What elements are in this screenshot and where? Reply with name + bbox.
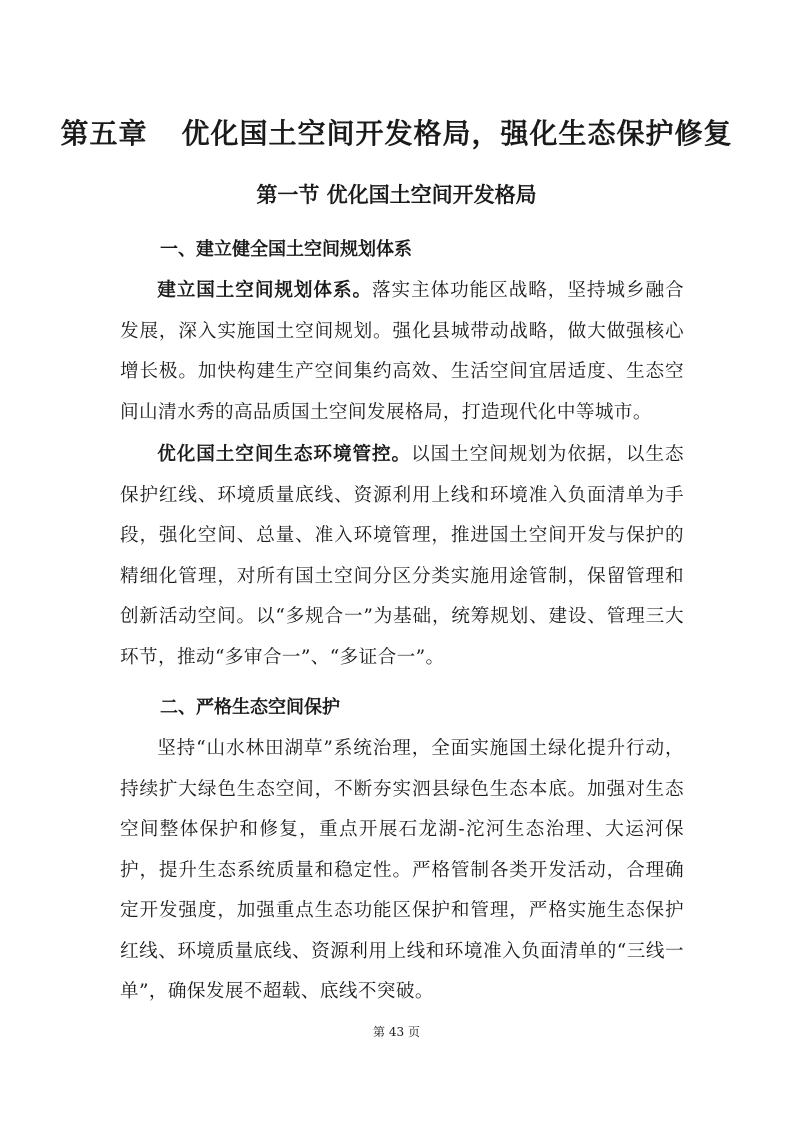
subsection-heading-2: 二、严格生态空间保护: [160, 697, 340, 718]
page-number: 第 43 页: [373, 1025, 420, 1039]
paragraph-planning-system: [120, 271, 684, 433]
chapter-name: 优化国土空间开发格局，强化生态保护修复: [181, 117, 733, 150]
paragraph-ecological-protection: [120, 729, 684, 1013]
paragraph-lead: 建立国土空间规划体系。: [157, 280, 373, 301]
paragraph-ecological-control: [120, 435, 684, 678]
chapter-title: [0, 114, 793, 154]
subsection-heading-1: 一、建立健全国土空间规划体系: [160, 239, 412, 260]
paragraph-text: 以国土空间规划为依据，以生态保护红线、环境质量底线、资源利用上线和环境准入负面清单为手段，强化空间、总量、准入环境管理，推进国土空间开发与保护的精细化管理，对所有国土空间分区分类实施用途管制，保留管理和创新活动空间。以“多规合一”为基础，统筹规划、建设、管理三大环节，推动“多审合一”、“多证合一”。: [120, 444, 684, 668]
paragraph-text: 落实主体功能区战略，坚持城乡融合发展，深入实施国土空间规划。强化县城带动战略，做大做强核心增长极。加快构建生产空间集约高效、生活空间宜居适度、生态空间山清水秀的高品质国土空间发展格局，打造现代化中等城市。: [120, 280, 684, 423]
chapter-number: 第五章: [60, 117, 148, 150]
paragraph-text: 坚持“山水林田湖草”系统治理，全面实施国土绿化提升行动，持续扩大绿色生态空间，不断夯实泗县绿色生态本底。加强对生态空间整体保护和修复，重点开展石龙湖-沱河生态治理、大运河保护，提升生态系统质量和稳定性。严格管制各类开发活动，合理确定开发强度，加强重点生态功能区保护和管理，严格实施生态保护红线、环境质量底线、资源利用上线和环境准入负面清单的“三线一单”，确保发展不超载、底线不突破。: [120, 738, 684, 1002]
paragraph-lead: 优化国土空间生态环境管控。: [157, 444, 412, 465]
section-title: 第一节 优化国土空间开发格局: [256, 182, 537, 207]
